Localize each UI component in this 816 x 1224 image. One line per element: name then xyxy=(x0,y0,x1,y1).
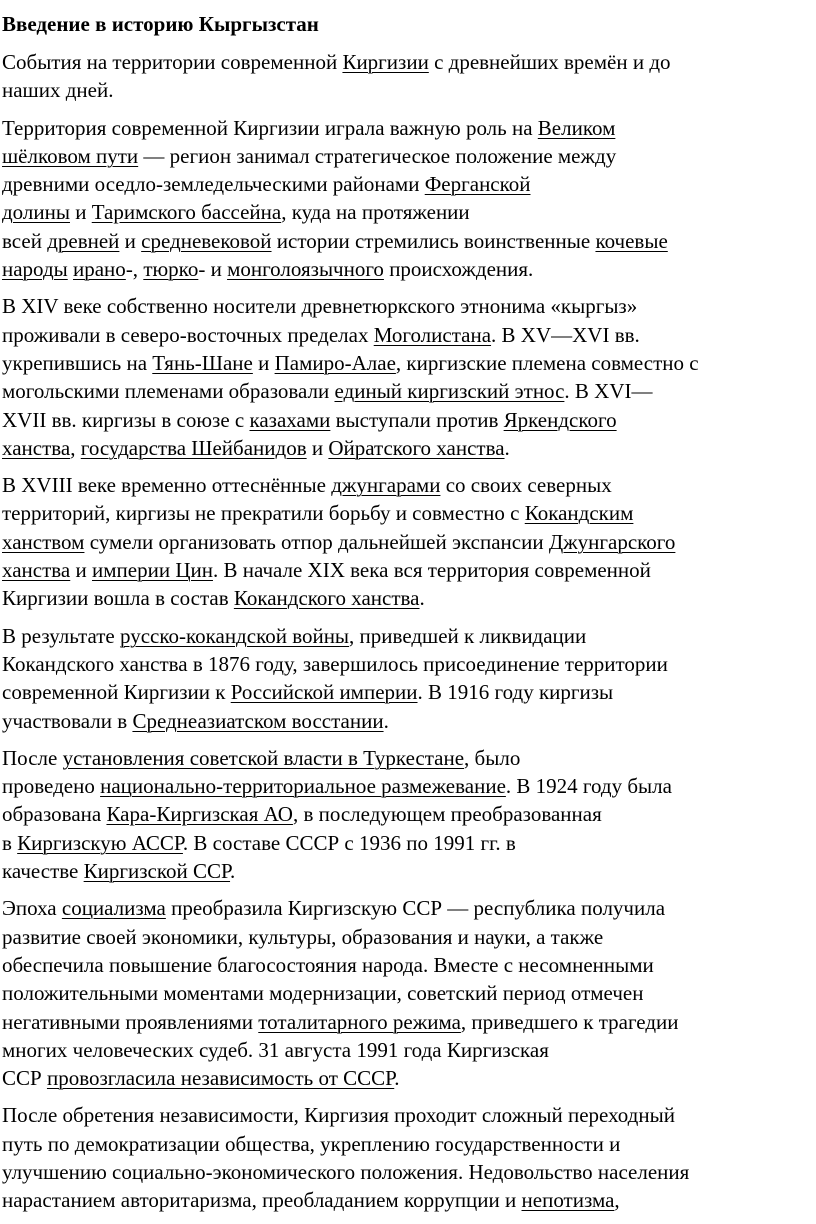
text-run: В XVIII веке временно оттеснённые xyxy=(2,473,332,498)
inline-link[interactable]: Российской империи xyxy=(230,680,418,705)
text-run: Эпоха xyxy=(2,896,62,921)
inline-link[interactable]: Ферганской xyxy=(424,172,531,197)
inline-link[interactable]: единый киргизский этнос xyxy=(334,379,565,404)
text-run: . В XV—XVI вв. xyxy=(491,322,640,347)
text-run: наших дней. xyxy=(2,78,114,103)
inline-link[interactable]: тюрко xyxy=(143,257,199,282)
text-run: улучшению социально-экономического положения. Недовольство населения xyxy=(2,1159,690,1184)
text-run: -, xyxy=(125,257,144,282)
text-run: Территория современной Киргизии играла важную роль на xyxy=(2,115,538,140)
inline-link[interactable]: Кокандского ханства xyxy=(233,586,420,611)
text-run: . xyxy=(419,586,425,611)
text-run: путь по демократизации общества, укреплению государственности и xyxy=(2,1131,621,1156)
inline-link[interactable]: национально-территориальное размежевание xyxy=(100,774,506,799)
text-run: с древнейших времён и до xyxy=(428,50,671,74)
text-run: . xyxy=(383,708,389,733)
inline-link[interactable]: Ойратского ханства xyxy=(328,435,505,460)
paragraph-independence xyxy=(2,1101,812,1214)
inline-link[interactable]: ханства xyxy=(2,435,71,460)
text-run: . В 1924 году была xyxy=(505,774,672,799)
text-run: События на территории современной xyxy=(2,50,343,74)
text-run: , было xyxy=(464,745,521,770)
paragraph-intro xyxy=(2,48,812,105)
inline-link[interactable]: ханства xyxy=(2,558,71,583)
inline-link[interactable]: Киргизии xyxy=(342,50,429,74)
text-run: Киргизии вошла в состав xyxy=(2,586,234,611)
paragraph-soviet-power xyxy=(2,744,812,885)
text-run: и xyxy=(70,558,92,583)
text-run: современной Киргизии к xyxy=(2,680,231,705)
text-run: — регион занимал стратегическое положение между xyxy=(138,143,617,168)
inline-link[interactable]: древней xyxy=(47,228,120,253)
text-run: После обретения независимости, Киргизия проходит сложный переходный xyxy=(2,1103,675,1128)
text-run: обеспечила повышение благосостояния народа. Вместе с несомненными xyxy=(2,952,654,977)
text-run: всей xyxy=(2,228,48,253)
inline-link[interactable]: русско-кокандской войны xyxy=(119,623,350,648)
inline-link[interactable]: долины xyxy=(2,200,70,225)
text-run: территорий, киргизы не прекратили борьбу и совместно с xyxy=(2,501,525,526)
text-run: , киргизские племена совместно с xyxy=(395,350,699,375)
inline-link[interactable]: империи Цин xyxy=(92,558,213,583)
inline-link[interactable]: народы xyxy=(2,257,68,282)
inline-link[interactable]: установления советской власти в Туркестане xyxy=(62,745,465,770)
paragraph-socialism xyxy=(2,894,812,1092)
text-run: . xyxy=(394,1066,400,1091)
text-run: , xyxy=(70,435,81,460)
text-run: нарастанием авторитаризма, преобладанием коррупции и xyxy=(2,1188,522,1213)
inline-link[interactable]: Кара-Киргизская АО xyxy=(106,802,293,827)
text-run: качестве xyxy=(2,859,84,884)
paragraph-silk-road xyxy=(2,114,812,284)
inline-link[interactable]: ирано xyxy=(73,257,126,282)
paragraph-xiv-century xyxy=(2,292,812,462)
text-run: участвовали в xyxy=(2,708,133,733)
text-run: В XIV веке собственно носители древнетюркского этнонима «кыргыз» xyxy=(2,294,638,319)
inline-link[interactable]: Киргизскую АССР xyxy=(17,830,183,855)
inline-link[interactable]: Великом xyxy=(537,115,616,140)
text-run: В результате xyxy=(2,623,120,648)
inline-link[interactable]: Памиро-Алае xyxy=(274,350,396,375)
article-body xyxy=(2,48,812,1215)
text-run: и xyxy=(252,350,275,375)
text-run: древними оседло-земледельческими районами xyxy=(2,172,425,197)
text-run: . В составе СССР с 1936 по 1991 гг. в xyxy=(182,830,516,855)
text-run: происхождения. xyxy=(383,257,534,282)
text-run: и xyxy=(69,200,92,225)
text-run: , куда на протяжении xyxy=(281,200,470,225)
text-run: . В XVI— xyxy=(564,379,653,404)
inline-link[interactable]: казахами xyxy=(249,407,331,432)
text-run: , приведшего к трагедии xyxy=(460,1009,679,1034)
inline-link[interactable]: государства Шейбанидов xyxy=(80,435,307,460)
inline-link[interactable]: социализма xyxy=(61,896,166,921)
inline-link[interactable]: джунгарами xyxy=(331,473,441,498)
text-run: . xyxy=(504,435,510,460)
text-run: . В 1916 году киргизы xyxy=(417,680,614,705)
text-run: Кокандского ханства в 1876 году, завершилось присоединение территории xyxy=(2,651,668,676)
text-run: негативными проявлениями xyxy=(2,1009,259,1034)
text-run: образована xyxy=(2,802,107,827)
text-run: ССР xyxy=(2,1066,47,1091)
text-run: могольскими племенами образовали xyxy=(2,379,335,404)
text-run: преобразила Киргизскую ССР — республика получила xyxy=(165,896,666,921)
inline-link[interactable]: Тянь-Шане xyxy=(152,350,253,375)
inline-link[interactable]: тоталитарного режима xyxy=(258,1009,461,1034)
inline-link[interactable]: Кокандским xyxy=(524,501,634,526)
inline-link[interactable]: Яркендского xyxy=(503,407,617,432)
text-run: и xyxy=(306,435,329,460)
text-run: , приведшей к ликвидации xyxy=(349,623,587,648)
text-run: укрепившись на xyxy=(2,350,153,375)
text-run: . В начале XIX века вся территория современной xyxy=(212,558,651,583)
inline-link[interactable]: кочевые xyxy=(595,228,668,253)
inline-link[interactable]: Моголистана xyxy=(373,322,492,347)
text-run: в xyxy=(2,830,18,855)
page-title: Введение в историю Кыргызстан xyxy=(2,12,319,36)
inline-link[interactable]: Джунгарского xyxy=(548,529,676,554)
inline-link[interactable]: непотизма xyxy=(521,1188,615,1213)
text-run: , в последующем преобразованная xyxy=(292,802,602,827)
inline-link[interactable]: Таримского бассейна xyxy=(91,200,282,225)
inline-link[interactable]: Киргизской ССР xyxy=(83,859,231,884)
text-run: проведено xyxy=(2,774,101,799)
inline-link[interactable]: провозгласила независимость от СССР xyxy=(46,1066,395,1091)
text-run: развитие своей экономики, культуры, образования и науки, а также xyxy=(2,924,604,949)
text-run: со своих северных xyxy=(440,473,612,498)
text-run: истории стремились воинственные xyxy=(271,228,596,253)
inline-link[interactable]: монголоязычного xyxy=(227,257,384,282)
inline-link[interactable]: средневековой xyxy=(141,228,272,253)
text-run: XVII вв. киргизы в союзе с xyxy=(2,407,250,432)
text-run: , xyxy=(614,1188,620,1213)
document-page xyxy=(0,10,812,1224)
inline-link[interactable]: Среднеазиатском восстании xyxy=(132,708,384,733)
inline-link[interactable]: ханством xyxy=(2,529,85,554)
paragraph-xviii-century xyxy=(2,471,812,612)
text-run: - и xyxy=(198,257,228,282)
text-run: выступали против xyxy=(330,407,504,432)
text-run: положительными моментами модернизации, советский период отмечен xyxy=(2,981,644,1006)
text-run: многих человеческих судеб. 31 августа 1991 года Киргизская xyxy=(2,1037,549,1062)
paragraph-russian-empire xyxy=(2,622,812,735)
inline-link[interactable]: шёлковом пути xyxy=(2,143,139,168)
text-run: После xyxy=(2,745,63,770)
text-run: сумели организовать отпор дальнейшей экспансии xyxy=(84,529,549,554)
text-run: . xyxy=(230,859,236,884)
text-run: проживали в северо-восточных пределах xyxy=(2,322,374,347)
text-run: и xyxy=(119,228,142,253)
